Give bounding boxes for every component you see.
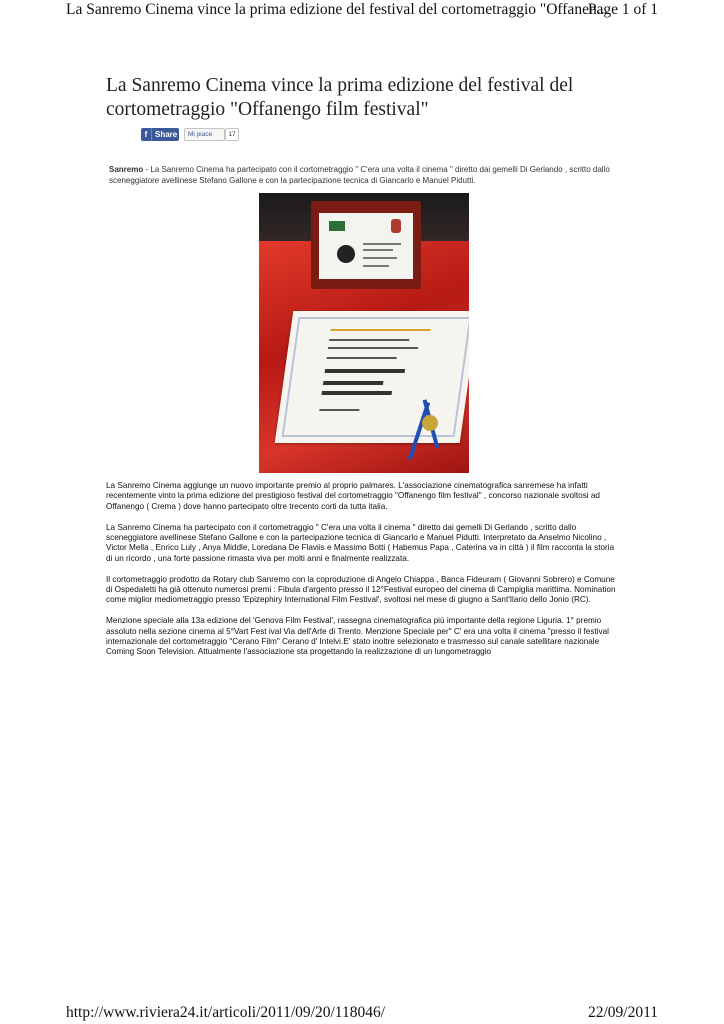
lead-place: Sanremo — [109, 165, 144, 174]
like-button[interactable]: Mi piace — [184, 128, 225, 141]
footer-url: http://www.riviera24.it/articoli/2011/09/20/118046/ — [66, 1004, 385, 1021]
header-page-number: Page 1 of 1 — [587, 1, 658, 18]
paragraph-4: Menzione speciale alla 13a edizione del 'Genova Film Festival', rassegna cinematografica più importante della regione Liguria. 1° premio assoluto nella sezione cinema al 5°Vart Fest ival Via dell'Arte di Trento. Menzione Speciale per" C' era una volta il cinema "presso il festival internazionale del cortometraggio "Cerano Film" Cerano d' Intelvi.E' stato inoltre selezionato e trasmesso sul canale satellitare nazionale Coming Soon Television. Attualmente l'associazione sta progettando la realizzazione di un lungometraggio — [106, 616, 609, 657]
paragraph-1: La Sanremo Cinema aggiunge un nuovo importante premio al proprio palmares. L'associazione cinematografica sanremese ha infatti recentemente vinto la prima edizione del prestigioso festival del cortometraggio "Offanengo film festival" , concorso nazionale svoltosi ad Offanengo ( Crema ) dove hanno partecipato oltre trecento corti da tutta italia. — [106, 481, 600, 511]
article-lead — [109, 164, 619, 186]
paragraph-3: Il cortometraggio prodotto da Rotary club Sanremo con la coproduzione di Angelo Chiappa , Banca Fideuram ( Giovanni Sobrero) e Comune di Ospedaletti ha già ottenuto numerosi premi : Fibula d'argento presso il 12°Festival europeo del cinema di Campiglia marittima. Nomination come miglior mediometraggio presso 'Epizephiry International Film Festival', svoltosi nel mese di giugno a Sant'Ilario dello Jonio (RC). — [106, 574, 616, 605]
share-label: Share — [155, 130, 178, 139]
award-plaque — [311, 201, 421, 289]
lead-text: - La Sanremo Cinema ha partecipato con il cortometraggio " C'era una volta il cinema " diretto dai gemelli Di Gerlando , scritto dallo sceneggiatore avellinese Stefano Gallone e con la partecipazione tecnica di Giancarlo e Manuel Pidutti. — [109, 165, 610, 185]
wax-seal — [422, 415, 438, 431]
plaque-crest — [391, 219, 401, 233]
footer-date: 22/09/2011 — [587, 1004, 658, 1021]
award-diploma — [275, 311, 469, 443]
award-photo — [259, 193, 469, 473]
header-title: La Sanremo Cinema vince la prima edizione del festival del cortometraggio "Offanen... — [66, 1, 609, 18]
article-body — [106, 481, 622, 668]
facebook-icon: f — [141, 128, 152, 141]
print-footer — [0, 1002, 724, 1024]
paragraph-2: La Sanremo Cinema ha partecipato con il cortometraggio " C'era una volta il cinema " diretto dai gemelli Di Gerlando , scritto dallo sceneggiatore avellinese Stefano Gallone e con la partecipazione tecnica di Giancarlo e Manuel Pidutti. Interpretato da Anselmo Nicolino , Victor Mella , Enrico Luly , Anya Middle, Loredana De Flaviis e Massimo Botti ( Habemus Papa , Caterina va in città ) il film racconta la storia di un ricordo , una forte passione rimasta viva per molti anni e finalmente realizzata. — [106, 522, 615, 563]
like-count: 17 — [225, 128, 239, 141]
article-title: La Sanremo Cinema vince la prima edizione del festival del cortometraggio "Offanengo film festival" — [106, 75, 574, 120]
plaque-film-reel — [337, 245, 355, 263]
plaque-logo — [329, 221, 345, 231]
facebook-share-button[interactable] — [141, 128, 179, 141]
print-header — [0, 0, 724, 22]
